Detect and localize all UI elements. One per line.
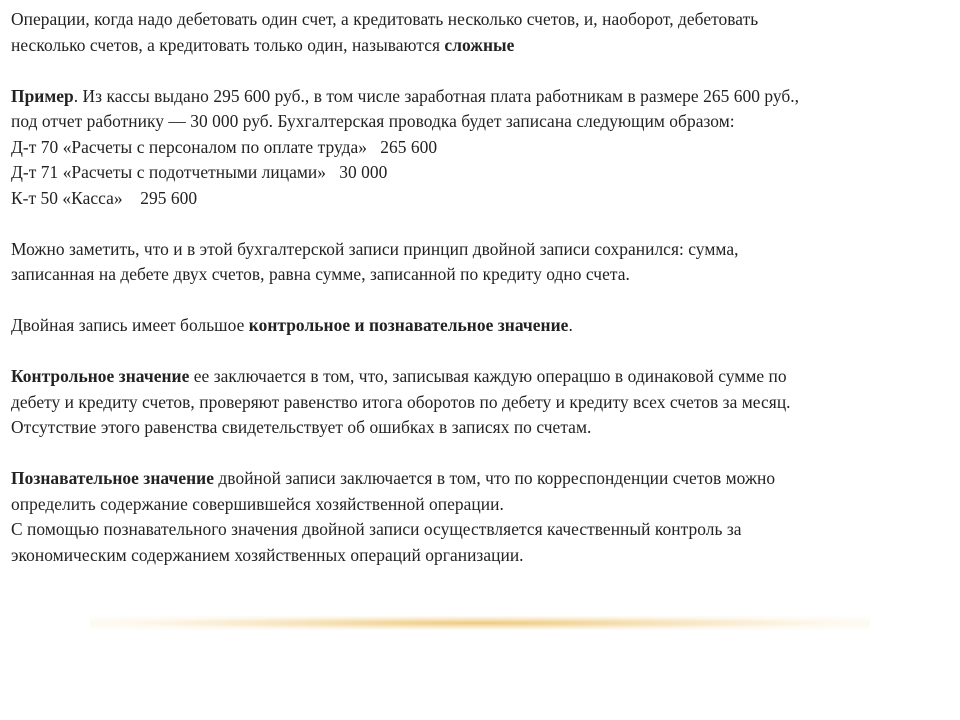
slide-content	[11, 7, 946, 568]
spacer	[11, 288, 946, 314]
spacer	[11, 58, 946, 84]
spacer	[11, 441, 946, 467]
observation-line-2: записанная на дебете двух счетов, равна сумме, записанной по кредиту одно счета.	[11, 264, 630, 284]
example-line-2: под отчет работнику — 30 000 руб. Бухгалтерская проводка будет записана следующим образом:	[11, 111, 735, 131]
intro-line-2-text: несколько счетов, а кредитовать только один, называются	[11, 34, 445, 55]
example-line-1-rest: . Из кассы выдано 295 600 руб., в том числе заработная плата работникам в размере 265 600 руб.,	[73, 85, 800, 106]
entry-amount: 295 600	[140, 187, 198, 208]
spacer	[11, 339, 946, 365]
cognitive-line-2: определить содержание совершившейся хозяйственной операции.	[11, 493, 504, 514]
example-line-1	[11, 84, 946, 110]
double-entry-bold: контрольное и познавательное значение	[248, 315, 569, 335]
observation-line-1: Можно заметить, что и в этой бухгалтерской записи принцип двойной записи сохранился: сумма,	[11, 238, 739, 259]
control-term: Контрольное значение	[11, 366, 190, 386]
control-line-1-rest: ее заключается в том, что, записывая каждую операцшо в одинаковой сумме по	[189, 366, 787, 386]
spacer	[11, 211, 946, 237]
cognitive-line-1-rest: двойной записи заключается в том, что по корреспонденции счетов можно	[214, 468, 776, 488]
intro-line-1: Операции, когда надо дебетовать один счет, а кредитовать несколько счетов, и, наоборот, дебетовать	[11, 9, 759, 29]
entry-amount: 30 000	[339, 162, 388, 182]
control-line-3: Отсутствие этого равенства свидетельствует об ошибках в записях по счетам.	[11, 417, 592, 437]
double-entry-end: .	[568, 315, 573, 335]
cognitive-term: Познавательное значение	[11, 468, 215, 488]
example-label: Пример	[11, 85, 74, 106]
double-entry-paragraph	[11, 313, 946, 339]
double-entry-text: Двойная запись имеет большое	[11, 315, 249, 335]
example-paragraph	[11, 84, 946, 212]
intro-paragraph	[11, 7, 946, 58]
cognitive-paragraph	[11, 466, 946, 568]
entry-text: К-т 50 «Касса»	[11, 187, 123, 208]
cognitive-line-1	[11, 466, 946, 492]
term-complex: сложные	[444, 34, 515, 55]
cognitive-line-3: С помощью познавательного значения двойной записи осуществляется качественный контроль за	[11, 519, 742, 539]
intro-line-2	[11, 33, 946, 59]
cognitive-line-4: экономическим содержанием хозяйственных операций организации.	[11, 544, 524, 565]
control-paragraph	[11, 364, 946, 441]
entry-amount: 265 600	[380, 136, 438, 157]
observation-paragraph	[11, 237, 946, 288]
control-line-1	[11, 364, 946, 390]
entry-row	[11, 160, 946, 186]
entry-text: Д-т 70 «Расчеты с персоналом по оплате труда»	[11, 136, 368, 157]
entry-row	[11, 135, 946, 161]
entry-text: Д-т 71 «Расчеты с подотчетными лицами»	[11, 162, 327, 182]
control-line-2: дебету и кредиту счетов, проверяют равенство итога оборотов по дебету и кредиту всех счетов за месяц.	[11, 391, 791, 412]
entry-row	[11, 186, 946, 212]
double-entry-line	[11, 313, 946, 339]
decorative-divider	[90, 616, 870, 630]
